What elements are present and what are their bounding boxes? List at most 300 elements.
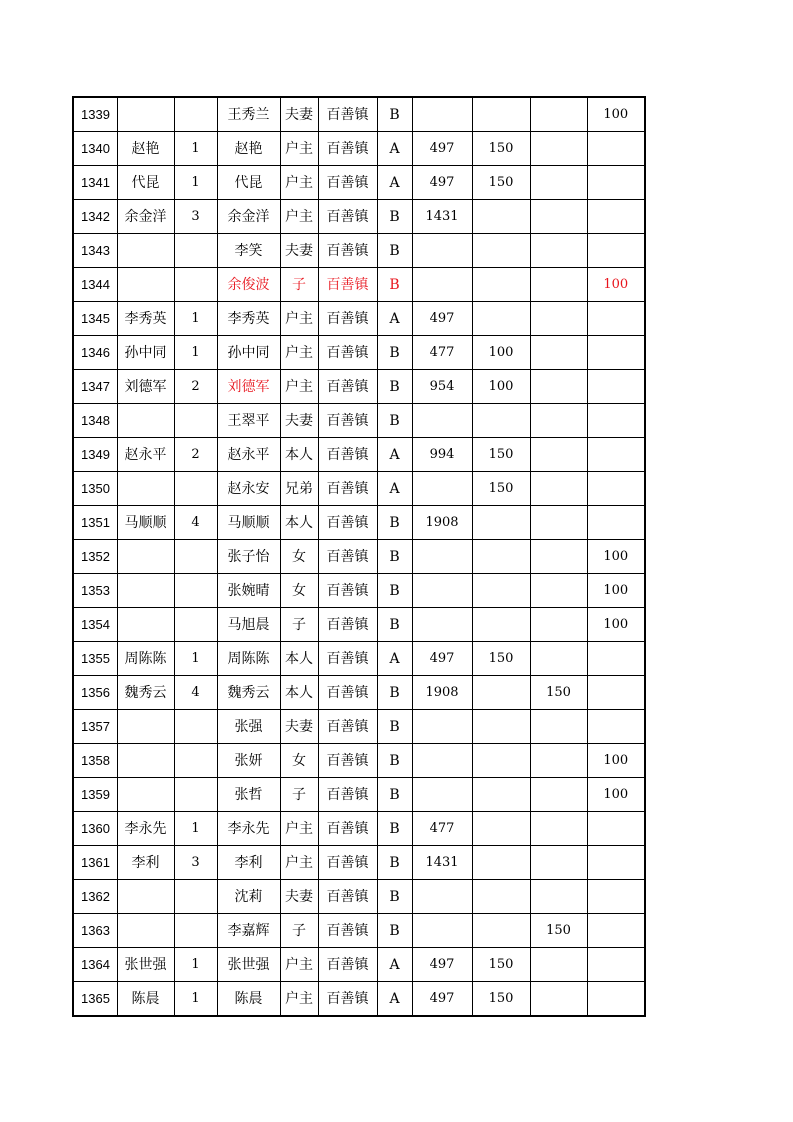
table-row <box>73 914 645 948</box>
member-name-cell: 李嘉辉 <box>217 914 280 948</box>
class-cell: B <box>377 778 412 812</box>
relation-cell: 户主 <box>280 166 318 200</box>
member-name-cell: 张子怡 <box>217 540 280 574</box>
class-cell: B <box>377 608 412 642</box>
town-cell: 百善镇 <box>318 200 377 234</box>
household-count-cell: 2 <box>174 438 217 472</box>
household-head-cell: 余金洋 <box>117 200 174 234</box>
household-count-cell <box>174 268 217 302</box>
amount4-cell: 100 <box>587 608 645 642</box>
class-cell: B <box>377 336 412 370</box>
amount4-cell <box>587 472 645 506</box>
amount1-cell: 477 <box>412 336 472 370</box>
amount2-cell: 150 <box>472 438 530 472</box>
town-cell: 百善镇 <box>318 234 377 268</box>
amount4-cell <box>587 948 645 982</box>
household-head-cell: 赵永平 <box>117 438 174 472</box>
amount4-cell: 100 <box>587 540 645 574</box>
amount4-cell: 100 <box>587 778 645 812</box>
amount3-cell <box>530 778 587 812</box>
town-cell: 百善镇 <box>318 744 377 778</box>
household-head-cell <box>117 472 174 506</box>
relation-cell: 兄弟 <box>280 472 318 506</box>
amount2-cell <box>472 302 530 336</box>
household-head-cell: 孙中同 <box>117 336 174 370</box>
row-number-cell: 1345 <box>73 302 117 336</box>
amount4-cell: 100 <box>587 97 645 132</box>
relation-cell: 夫妻 <box>280 880 318 914</box>
table-row <box>73 812 645 846</box>
town-cell: 百善镇 <box>318 132 377 166</box>
amount1-cell <box>412 914 472 948</box>
class-cell: B <box>377 234 412 268</box>
amount4-cell <box>587 982 645 1017</box>
relation-cell: 户主 <box>280 336 318 370</box>
amount2-cell: 150 <box>472 982 530 1017</box>
amount4-cell <box>587 914 645 948</box>
member-name-cell: 张世强 <box>217 948 280 982</box>
amount2-cell <box>472 710 530 744</box>
table-row <box>73 846 645 880</box>
relation-cell: 夫妻 <box>280 234 318 268</box>
row-number-cell: 1356 <box>73 676 117 710</box>
relation-cell: 户主 <box>280 132 318 166</box>
relation-cell: 子 <box>280 914 318 948</box>
amount3-cell: 150 <box>530 914 587 948</box>
row-number-cell: 1344 <box>73 268 117 302</box>
household-head-cell: 李秀英 <box>117 302 174 336</box>
row-number-cell: 1339 <box>73 97 117 132</box>
amount2-cell: 100 <box>472 336 530 370</box>
amount1-cell: 497 <box>412 982 472 1017</box>
table-row <box>73 132 645 166</box>
town-cell: 百善镇 <box>318 710 377 744</box>
household-head-cell <box>117 710 174 744</box>
table-row <box>73 540 645 574</box>
household-head-cell: 魏秀云 <box>117 676 174 710</box>
town-cell: 百善镇 <box>318 540 377 574</box>
class-cell: B <box>377 268 412 302</box>
amount4-cell <box>587 404 645 438</box>
amount2-cell <box>472 676 530 710</box>
row-number-cell: 1348 <box>73 404 117 438</box>
household-count-cell: 1 <box>174 336 217 370</box>
class-cell: B <box>377 574 412 608</box>
amount3-cell <box>530 948 587 982</box>
household-count-cell: 3 <box>174 200 217 234</box>
amount2-cell: 100 <box>472 370 530 404</box>
amount4-cell <box>587 812 645 846</box>
member-name-cell: 张强 <box>217 710 280 744</box>
relation-cell: 女 <box>280 540 318 574</box>
household-count-cell <box>174 574 217 608</box>
household-count-cell: 1 <box>174 132 217 166</box>
class-cell: B <box>377 846 412 880</box>
household-head-cell: 马顺顺 <box>117 506 174 540</box>
member-name-cell: 沈莉 <box>217 880 280 914</box>
relation-cell: 户主 <box>280 982 318 1017</box>
household-head-cell <box>117 234 174 268</box>
row-number-cell: 1361 <box>73 846 117 880</box>
household-head-cell: 代昆 <box>117 166 174 200</box>
amount3-cell <box>530 200 587 234</box>
amount2-cell: 150 <box>472 472 530 506</box>
amount2-cell <box>472 200 530 234</box>
amount4-cell: 100 <box>587 744 645 778</box>
town-cell: 百善镇 <box>318 97 377 132</box>
relation-cell: 户主 <box>280 302 318 336</box>
amount2-cell: 150 <box>472 132 530 166</box>
amount3-cell <box>530 710 587 744</box>
town-cell: 百善镇 <box>318 268 377 302</box>
amount1-cell <box>412 880 472 914</box>
amount2-cell <box>472 404 530 438</box>
row-number-cell: 1360 <box>73 812 117 846</box>
table-row <box>73 370 645 404</box>
amount1-cell <box>412 97 472 132</box>
household-head-cell <box>117 404 174 438</box>
town-cell: 百善镇 <box>318 336 377 370</box>
household-head-cell: 李利 <box>117 846 174 880</box>
relation-cell: 女 <box>280 744 318 778</box>
class-cell: A <box>377 302 412 336</box>
class-cell: B <box>377 540 412 574</box>
household-count-cell <box>174 778 217 812</box>
household-head-cell <box>117 744 174 778</box>
amount4-cell <box>587 506 645 540</box>
household-head-cell <box>117 97 174 132</box>
amount3-cell <box>530 472 587 506</box>
town-cell: 百善镇 <box>318 914 377 948</box>
amount3-cell <box>530 880 587 914</box>
amount3-cell <box>530 268 587 302</box>
amount3-cell <box>530 97 587 132</box>
table-row <box>73 880 645 914</box>
amount1-cell <box>412 540 472 574</box>
row-number-cell: 1355 <box>73 642 117 676</box>
amount2-cell <box>472 744 530 778</box>
member-name-cell: 李利 <box>217 846 280 880</box>
amount1-cell <box>412 472 472 506</box>
class-cell: A <box>377 948 412 982</box>
relation-cell: 夫妻 <box>280 710 318 744</box>
member-name-cell: 马旭晨 <box>217 608 280 642</box>
class-cell: B <box>377 812 412 846</box>
town-cell: 百善镇 <box>318 472 377 506</box>
household-count-cell: 3 <box>174 846 217 880</box>
table-row <box>73 234 645 268</box>
household-head-cell: 赵艳 <box>117 132 174 166</box>
amount4-cell <box>587 676 645 710</box>
household-count-cell <box>174 540 217 574</box>
row-number-cell: 1353 <box>73 574 117 608</box>
town-cell: 百善镇 <box>318 812 377 846</box>
household-count-cell: 4 <box>174 676 217 710</box>
household-count-cell <box>174 404 217 438</box>
amount1-cell: 497 <box>412 948 472 982</box>
amount4-cell: 100 <box>587 268 645 302</box>
row-number-cell: 1357 <box>73 710 117 744</box>
row-number-cell: 1359 <box>73 778 117 812</box>
table-row <box>73 506 645 540</box>
amount4-cell <box>587 846 645 880</box>
town-cell: 百善镇 <box>318 166 377 200</box>
amount3-cell <box>530 404 587 438</box>
class-cell: B <box>377 710 412 744</box>
household-count-cell: 1 <box>174 948 217 982</box>
amount1-cell: 497 <box>412 642 472 676</box>
town-cell: 百善镇 <box>318 574 377 608</box>
member-name-cell: 李秀英 <box>217 302 280 336</box>
household-head-cell: 陈晨 <box>117 982 174 1017</box>
amount3-cell <box>530 234 587 268</box>
amount4-cell <box>587 166 645 200</box>
household-head-cell <box>117 608 174 642</box>
relation-cell: 本人 <box>280 506 318 540</box>
amount4-cell <box>587 200 645 234</box>
row-number-cell: 1365 <box>73 982 117 1017</box>
household-head-cell <box>117 778 174 812</box>
town-cell: 百善镇 <box>318 880 377 914</box>
class-cell: B <box>377 914 412 948</box>
table-row <box>73 200 645 234</box>
table-row <box>73 404 645 438</box>
class-cell: A <box>377 132 412 166</box>
amount1-cell: 1908 <box>412 506 472 540</box>
row-number-cell: 1363 <box>73 914 117 948</box>
town-cell: 百善镇 <box>318 982 377 1017</box>
table-row <box>73 744 645 778</box>
class-cell: B <box>377 404 412 438</box>
amount4-cell <box>587 438 645 472</box>
town-cell: 百善镇 <box>318 948 377 982</box>
row-number-cell: 1351 <box>73 506 117 540</box>
data-table <box>72 96 646 1017</box>
row-number-cell: 1358 <box>73 744 117 778</box>
row-number-cell: 1350 <box>73 472 117 506</box>
town-cell: 百善镇 <box>318 846 377 880</box>
household-head-cell <box>117 268 174 302</box>
amount1-cell: 994 <box>412 438 472 472</box>
relation-cell: 子 <box>280 608 318 642</box>
amount3-cell <box>530 982 587 1017</box>
household-count-cell <box>174 608 217 642</box>
row-number-cell: 1343 <box>73 234 117 268</box>
amount2-cell <box>472 880 530 914</box>
class-cell: B <box>377 880 412 914</box>
relation-cell: 户主 <box>280 846 318 880</box>
row-number-cell: 1349 <box>73 438 117 472</box>
member-name-cell: 赵艳 <box>217 132 280 166</box>
member-name-cell: 李永先 <box>217 812 280 846</box>
table-row <box>73 982 645 1017</box>
household-count-cell: 1 <box>174 642 217 676</box>
amount1-cell: 497 <box>412 302 472 336</box>
member-name-cell: 周陈陈 <box>217 642 280 676</box>
class-cell: A <box>377 438 412 472</box>
household-head-cell <box>117 880 174 914</box>
household-count-cell: 1 <box>174 982 217 1017</box>
amount3-cell <box>530 812 587 846</box>
relation-cell: 子 <box>280 268 318 302</box>
amount2-cell <box>472 846 530 880</box>
table-row <box>73 97 645 132</box>
amount1-cell <box>412 778 472 812</box>
member-name-cell: 王翠平 <box>217 404 280 438</box>
amount4-cell <box>587 234 645 268</box>
amount2-cell <box>472 268 530 302</box>
amount1-cell: 497 <box>412 166 472 200</box>
amount3-cell <box>530 166 587 200</box>
table-row <box>73 778 645 812</box>
table-row <box>73 642 645 676</box>
town-cell: 百善镇 <box>318 506 377 540</box>
table-row <box>73 948 645 982</box>
member-name-cell: 代昆 <box>217 166 280 200</box>
class-cell: A <box>377 642 412 676</box>
amount3-cell <box>530 642 587 676</box>
relation-cell: 夫妻 <box>280 97 318 132</box>
household-count-cell <box>174 744 217 778</box>
town-cell: 百善镇 <box>318 676 377 710</box>
row-number-cell: 1352 <box>73 540 117 574</box>
member-name-cell: 陈晨 <box>217 982 280 1017</box>
table-row <box>73 166 645 200</box>
amount2-cell <box>472 914 530 948</box>
member-name-cell: 余俊波 <box>217 268 280 302</box>
amount3-cell <box>530 744 587 778</box>
row-number-cell: 1354 <box>73 608 117 642</box>
member-name-cell: 王秀兰 <box>217 97 280 132</box>
household-count-cell <box>174 880 217 914</box>
amount2-cell <box>472 608 530 642</box>
amount3-cell: 150 <box>530 676 587 710</box>
amount2-cell <box>472 97 530 132</box>
town-cell: 百善镇 <box>318 778 377 812</box>
table-row <box>73 676 645 710</box>
table-body <box>73 97 645 1016</box>
amount2-cell <box>472 540 530 574</box>
town-cell: 百善镇 <box>318 608 377 642</box>
member-name-cell: 刘德军 <box>217 370 280 404</box>
amount1-cell <box>412 744 472 778</box>
relation-cell: 户主 <box>280 812 318 846</box>
amount1-cell <box>412 710 472 744</box>
class-cell: B <box>377 370 412 404</box>
amount4-cell <box>587 642 645 676</box>
relation-cell: 户主 <box>280 370 318 404</box>
row-number-cell: 1364 <box>73 948 117 982</box>
relation-cell: 女 <box>280 574 318 608</box>
row-number-cell: 1341 <box>73 166 117 200</box>
amount4-cell: 100 <box>587 574 645 608</box>
table-row <box>73 472 645 506</box>
household-count-cell <box>174 234 217 268</box>
amount2-cell <box>472 506 530 540</box>
member-name-cell: 孙中同 <box>217 336 280 370</box>
relation-cell: 户主 <box>280 948 318 982</box>
table-row <box>73 302 645 336</box>
relation-cell: 本人 <box>280 676 318 710</box>
household-head-cell: 李永先 <box>117 812 174 846</box>
amount4-cell <box>587 370 645 404</box>
class-cell: A <box>377 472 412 506</box>
amount3-cell <box>530 540 587 574</box>
table-row <box>73 438 645 472</box>
town-cell: 百善镇 <box>318 404 377 438</box>
amount4-cell <box>587 710 645 744</box>
member-name-cell: 马顺顺 <box>217 506 280 540</box>
class-cell: A <box>377 166 412 200</box>
relation-cell: 本人 <box>280 642 318 676</box>
amount3-cell <box>530 506 587 540</box>
class-cell: B <box>377 506 412 540</box>
amount3-cell <box>530 608 587 642</box>
amount3-cell <box>530 336 587 370</box>
household-count-cell <box>174 472 217 506</box>
amount4-cell <box>587 336 645 370</box>
household-count-cell: 1 <box>174 302 217 336</box>
household-count-cell <box>174 710 217 744</box>
household-count-cell: 2 <box>174 370 217 404</box>
member-name-cell: 魏秀云 <box>217 676 280 710</box>
member-name-cell: 赵永安 <box>217 472 280 506</box>
town-cell: 百善镇 <box>318 642 377 676</box>
amount1-cell <box>412 234 472 268</box>
amount2-cell: 150 <box>472 166 530 200</box>
row-number-cell: 1346 <box>73 336 117 370</box>
household-head-cell <box>117 540 174 574</box>
amount4-cell <box>587 880 645 914</box>
amount1-cell: 954 <box>412 370 472 404</box>
relation-cell: 本人 <box>280 438 318 472</box>
amount1-cell: 1431 <box>412 200 472 234</box>
household-count-cell: 4 <box>174 506 217 540</box>
row-number-cell: 1347 <box>73 370 117 404</box>
table-row <box>73 608 645 642</box>
table-row <box>73 574 645 608</box>
town-cell: 百善镇 <box>318 302 377 336</box>
member-name-cell: 赵永平 <box>217 438 280 472</box>
row-number-cell: 1340 <box>73 132 117 166</box>
amount1-cell <box>412 608 472 642</box>
amount2-cell: 150 <box>472 948 530 982</box>
amount3-cell <box>530 302 587 336</box>
class-cell: B <box>377 97 412 132</box>
amount3-cell <box>530 574 587 608</box>
household-head-cell <box>117 574 174 608</box>
household-count-cell <box>174 97 217 132</box>
household-count-cell: 1 <box>174 166 217 200</box>
amount2-cell <box>472 778 530 812</box>
amount4-cell <box>587 302 645 336</box>
row-number-cell: 1362 <box>73 880 117 914</box>
amount2-cell <box>472 812 530 846</box>
amount4-cell <box>587 132 645 166</box>
town-cell: 百善镇 <box>318 438 377 472</box>
amount2-cell <box>472 234 530 268</box>
member-name-cell: 张哲 <box>217 778 280 812</box>
amount2-cell <box>472 574 530 608</box>
amount1-cell <box>412 404 472 438</box>
amount3-cell <box>530 132 587 166</box>
household-count-cell: 1 <box>174 812 217 846</box>
member-name-cell: 李笑 <box>217 234 280 268</box>
amount3-cell <box>530 438 587 472</box>
amount1-cell: 477 <box>412 812 472 846</box>
amount1-cell: 497 <box>412 132 472 166</box>
row-number-cell: 1342 <box>73 200 117 234</box>
